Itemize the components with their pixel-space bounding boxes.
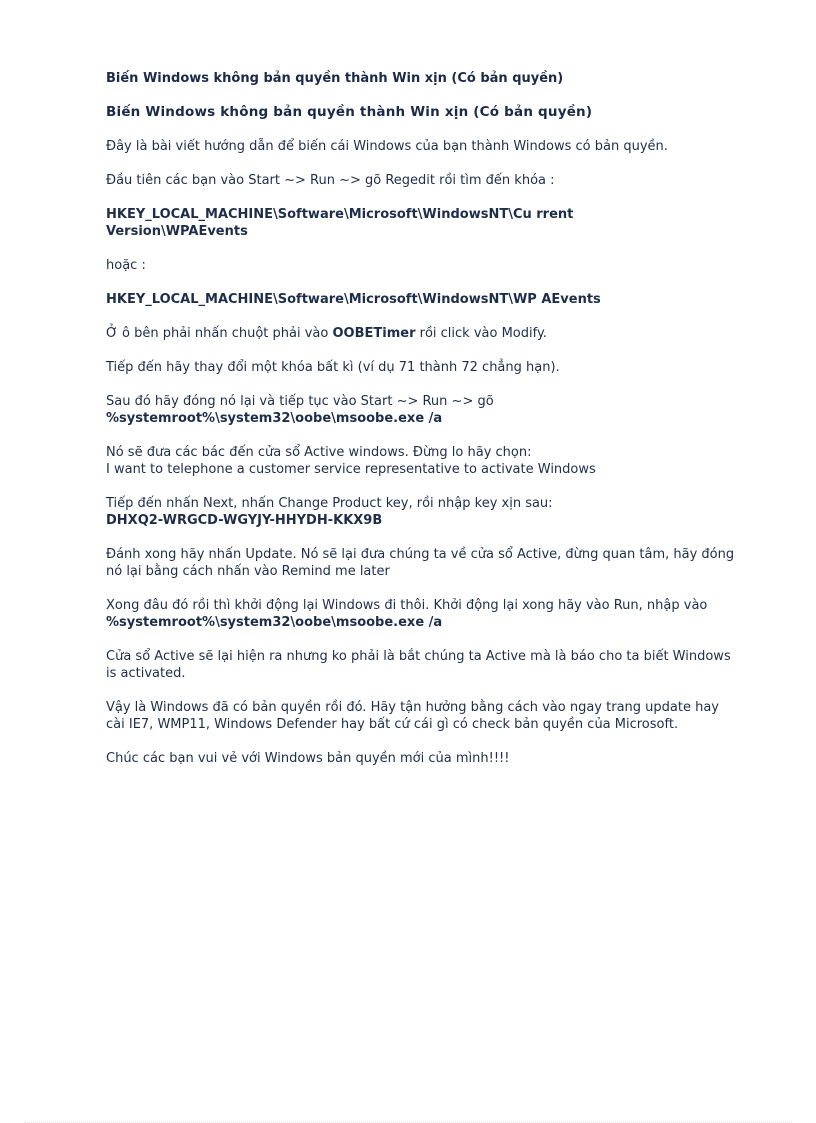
registry-key-1-line-2: Version\WPAEvents: [106, 224, 248, 239]
oobetimer-name: OOBETimer: [332, 326, 416, 341]
registry-key-1: [106, 206, 766, 240]
run-msoobe-paragraph: [106, 393, 766, 427]
step-start-run-paragraph: Đầu tiên các bạn vào Start ~> Run ~> gõ Regedit rồi tìm đến khóa :: [106, 173, 555, 188]
document-body: [106, 70, 766, 784]
run-msoobe-command: %systemroot%\system32\oobe\msoobe.exe /a: [106, 411, 443, 426]
or-paragraph: hoặc :: [106, 258, 146, 273]
run-msoobe-line-1: Sau đó hãy đóng nó lại và tiếp tục vào Start ~> Run ~> gõ: [106, 394, 494, 409]
active-windows-line-1: Nó sẽ đưa các bác đến cửa sổ Active windows. Đừng lo hãy chọn:: [106, 445, 532, 460]
activated-paragraph: [106, 648, 766, 682]
enjoy-line-1: Vậy là Windows đã có bản quyền rồi đó. Hãy tận hưởng bằng cách vào ngay trang update hay: [106, 700, 719, 715]
restart-command: %systemroot%\system32\oobe\msoobe.exe /a: [106, 615, 443, 630]
oobetimer-post: rồi click vào Modify.: [415, 326, 547, 341]
document-title: Biến Windows không bản quyền thành Win xịn (Có bản quyền): [106, 71, 564, 86]
restart-paragraph: [106, 597, 766, 631]
active-windows-paragraph: [106, 444, 766, 478]
oobetimer-paragraph: [106, 325, 766, 342]
oobetimer-pre: Ở ô bên phải nhấn chuột phải vào: [106, 326, 333, 341]
product-key-line-1: Tiếp đến nhấn Next, nhấn Change Product key, rồi nhập key xịn sau:: [106, 496, 553, 511]
registry-key-2: HKEY_LOCAL_MACHINE\Software\Microsoft\WindowsNT\WP AEvents: [106, 292, 601, 307]
activated-line-2: is activated.: [106, 666, 186, 681]
activated-line-1: Cửa sổ Active sẽ lại hiện ra nhưng ko phải là bắt chúng ta Active mà là báo cho ta biết Windows: [106, 649, 731, 664]
intro-paragraph: Đây là bài viết hướng dẫn để biến cái Windows của bạn thành Windows có bản quyền.: [106, 139, 668, 154]
change-key-paragraph: Tiếp đến hãy thay đổi một khóa bất kì (ví dụ 71 thành 72 chẳng hạn).: [106, 360, 560, 375]
registry-key-1-line-1: HKEY_LOCAL_MACHINE\Software\Microsoft\WindowsNT\Cu rrent: [106, 207, 574, 222]
enjoy-paragraph: [106, 699, 766, 733]
enjoy-line-2: cài IE7, WMP11, Windows Defender hay bất cứ cái gì có check bản quyền của Microsoft.: [106, 717, 679, 732]
restart-line-1: Xong đâu đó rồi thì khởi động lại Windows đi thôi. Khởi động lại xong hãy vào Run, nhập vào: [106, 598, 708, 613]
product-key-value: DHXQ2-WRGCD-WGYJY-HHYDH-KKX9B: [106, 513, 383, 528]
update-line-1: Đánh xong hãy nhấn Update. Nó sẽ lại đưa chúng ta về cửa sổ Active, đừng quan tâm, hãy đóng: [106, 547, 735, 562]
product-key-paragraph: [106, 495, 766, 529]
update-line-2: nó lại bằng cách nhấn vào Remind me later: [106, 564, 390, 579]
closing-paragraph: Chúc các bạn vui vẻ với Windows bản quyền mới của mình!!!!: [106, 751, 510, 766]
active-windows-line-2: I want to telephone a customer service representative to activate Windows: [106, 462, 596, 477]
update-paragraph: [106, 546, 766, 580]
document-heading: Biến Windows không bản quyền thành Win xịn (Có bản quyền): [106, 104, 593, 120]
